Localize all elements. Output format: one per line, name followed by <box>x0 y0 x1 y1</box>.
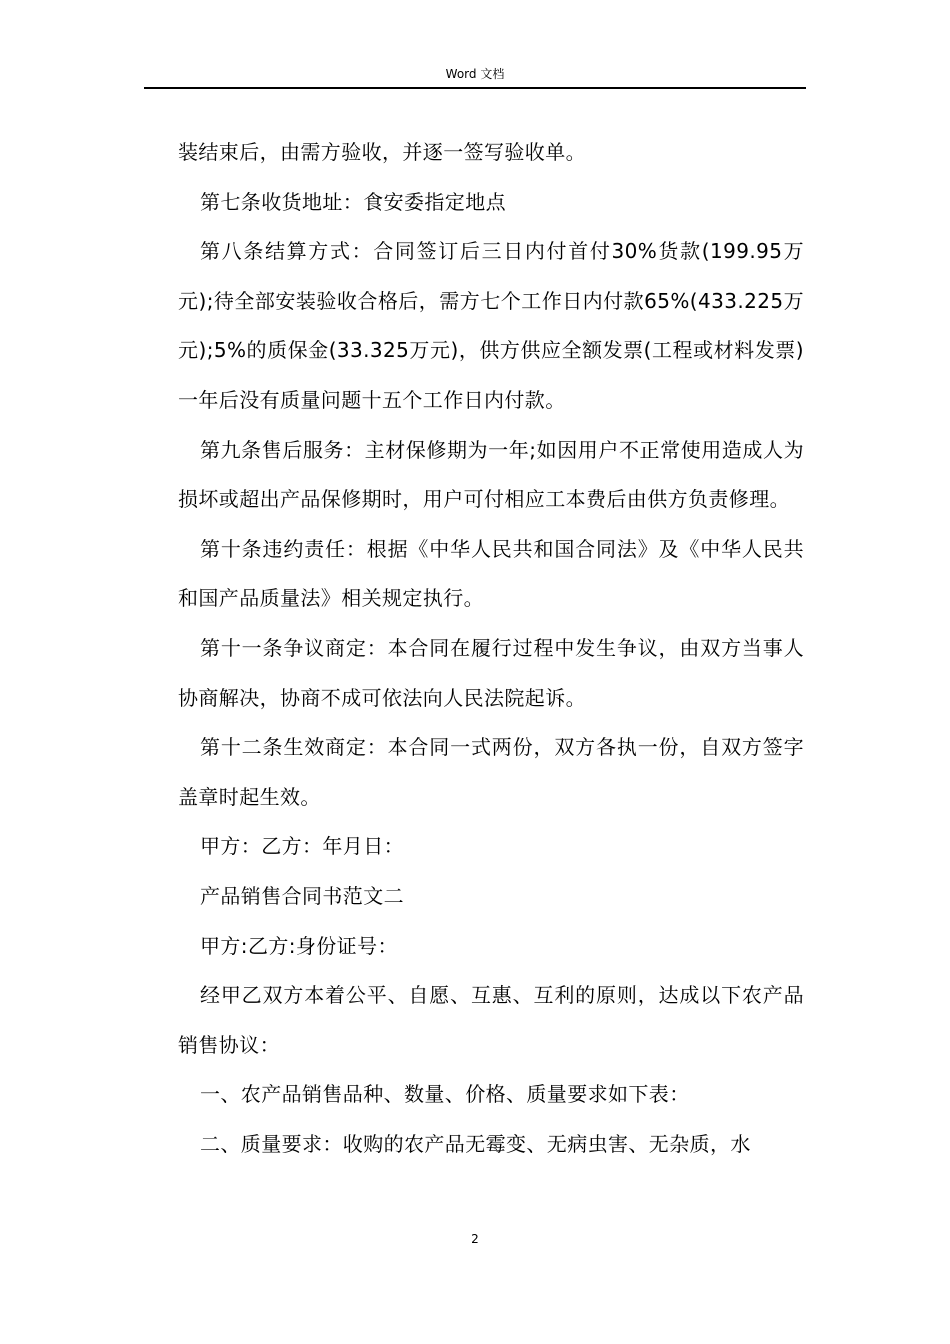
paragraph-preamble: 经甲乙双方本着公平、自愿、互惠、互利的原则，达成以下农产品销售协议： <box>178 983 804 1057</box>
paragraph-article-12: 第十二条生效商定：本合同一式两份，双方各执一份，自双方签字盖章时起生效。 <box>178 735 804 809</box>
header-rule <box>144 87 806 89</box>
paragraph-article-8: 第八条结算方式：合同签订后三日内付首付30%货款(199.95万元);待全部安装验收合格后，需方七个工作日内付款65%(433.225万元);5%的质保金(33.325万元)，供方供应全额发票(工程或材料发票)一年后没有质量问题十五个工作日内付款。 <box>178 239 804 412</box>
paragraph-article-11: 第十一条争议商定：本合同在履行过程中发生争议，由双方当事人协商解决，协商不成可依法向人民法院起诉。 <box>178 635 804 710</box>
paragraph-section-title: 产品销售合同书范文二 <box>200 883 404 908</box>
paragraph-signatures: 甲方：乙方：年月日： <box>200 834 404 859</box>
page-header: Word 文档 <box>445 67 505 81</box>
paragraph-clause-2: 二、质量要求：收购的农产品无霉变、无病虫害、无杂质，水 <box>200 1131 751 1156</box>
page-number: 2 <box>471 1232 479 1246</box>
paragraph-continuation: 装结束后，由需方验收，并逐一签写验收单。 <box>178 140 586 164</box>
paragraph-parties: 甲方:乙方:身份证号： <box>200 933 398 958</box>
document-body <box>178 128 804 1169</box>
paragraph-article-9: 第九条售后服务：主材保修期为一年;如因用户不正常使用造成人为损坏或超出产品保修期时，用户可付相应工本费后由供方负责修理。 <box>178 437 804 512</box>
paragraph-article-10: 第十条违约责任：根据《中华人民共和国合同法》及《中华人民共和国产品质量法》相关规定执行。 <box>178 536 804 611</box>
paragraph-clause-1: 一、农产品销售品种、数量、价格、质量要求如下表： <box>200 1082 690 1107</box>
paragraph-article-7: 第七条收货地址：食安委指定地点 <box>200 189 506 214</box>
